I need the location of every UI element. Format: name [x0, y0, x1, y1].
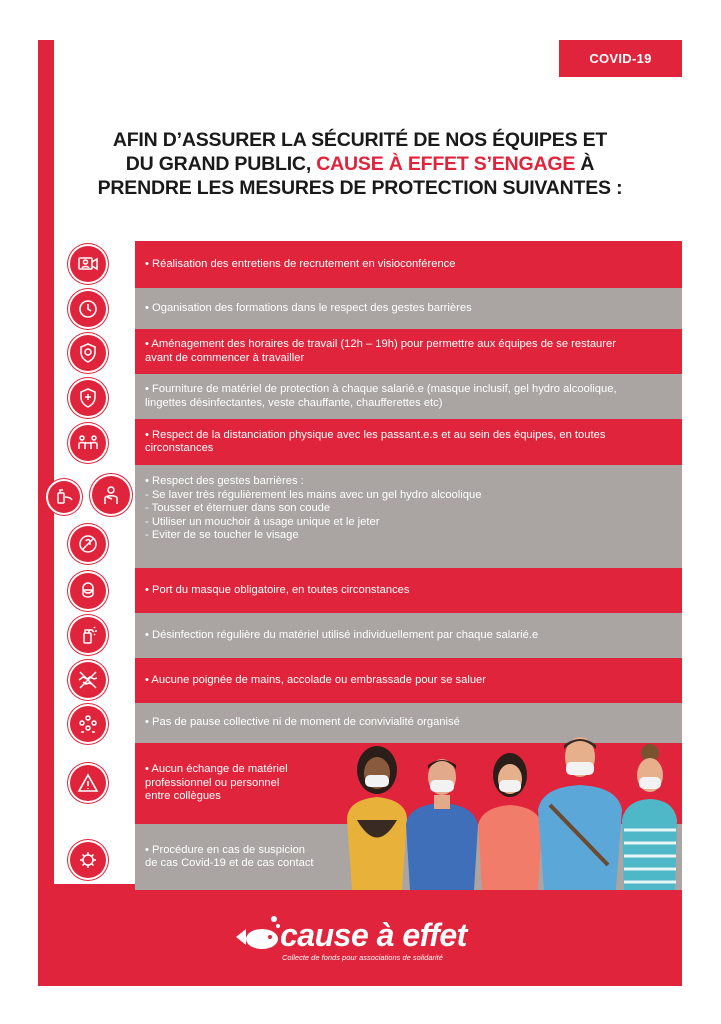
virus-icon — [70, 842, 106, 878]
fish-logo-icon — [234, 915, 282, 959]
headline-line3: PRENDRE LES MESURES DE PROTECTION SUIVANTES : — [97, 177, 623, 199]
masked-people-illustration — [332, 725, 682, 890]
logo-wordmark: cause à effet — [280, 917, 467, 953]
headline-line2: DU GRAND PUBLIC, CAUSE À EFFET S’ENGAGE À — [125, 153, 595, 175]
person-1 — [347, 746, 407, 890]
covid-badge: COVID-19 — [559, 40, 682, 77]
measure-bar: • Respect des gestes barrières : - Se laver très régulièrement les mains avec un gel hydro alcoolique - Tousser et éternuer dans son coude - Utiliser un mouchoir à usage unique et le jeter - Eviter de se toucher le visage — [135, 465, 682, 568]
measure-bar: • Aménagement des horaires de travail (12h – 19h) pour permettre aux équipes de se restaurer avant de commencer à travailler — [135, 329, 682, 374]
mask-icon — [70, 573, 106, 609]
measure-bar: • Respect de la distanciation physique avec les passant.e.s et au sein des équipes, en toutes circonstances — [135, 419, 682, 465]
headline-line1: AFIN D’ASSURER LA SÉCURITÉ DE NOS ÉQUIPES ET — [112, 129, 608, 151]
video-call-icon — [70, 246, 106, 282]
measure-bar: • Oganisation des formations dans le respect des gestes barrières — [135, 288, 682, 329]
clock-icon — [70, 291, 106, 327]
shield-plus-icon — [70, 380, 106, 416]
logo-tagline: Collecte de fonds pour associations de solidarité — [282, 953, 443, 962]
measure-bar: • Fourniture de matériel de protection à chaque salarié.e (masque inclusif, gel hydro alcoolique, lingettes désinfectantes, veste chauffante, chaufferettes etc) — [135, 374, 682, 419]
measure-bar: • Aucun échange de matériel professionnel ou personnel entre collègues — [135, 743, 682, 824]
shield-icon — [70, 335, 106, 371]
no-touch-face-icon — [70, 526, 106, 562]
measure-bar: • Pas de pause collective ni de moment de convivialité organisé — [135, 703, 682, 743]
warning-icon — [70, 765, 106, 801]
measure-bar: • Réalisation des entretiens de recrutement en visioconférence — [135, 241, 682, 288]
person-4 — [538, 737, 622, 890]
cough-icon — [92, 476, 130, 514]
measure-bar: • Port du masque obligatoire, en toutes circonstances — [135, 568, 682, 613]
person-5 — [622, 744, 677, 890]
group-icon — [70, 706, 106, 742]
measure-bar: • Aucune poignée de mains, accolade ou embrassade pour se saluer — [135, 658, 682, 703]
spray-icon — [70, 617, 106, 653]
person-2 — [406, 759, 478, 890]
cause-a-effet-logo — [230, 915, 500, 975]
headline-accent: CAUSE À EFFET S’ENGAGE — [316, 153, 576, 175]
measure-bar: • Procédure en cas de suspicion de cas Covid-19 et de cas contact — [135, 824, 682, 890]
measure-bar: • Désinfection régulière du matériel utilisé individuellement par chaque salarié.e — [135, 613, 682, 658]
person-3 — [478, 753, 542, 890]
no-handshake-icon — [70, 662, 106, 698]
distance-icon — [70, 425, 106, 461]
headline — [80, 128, 640, 200]
hand-wash-icon — [48, 481, 80, 513]
